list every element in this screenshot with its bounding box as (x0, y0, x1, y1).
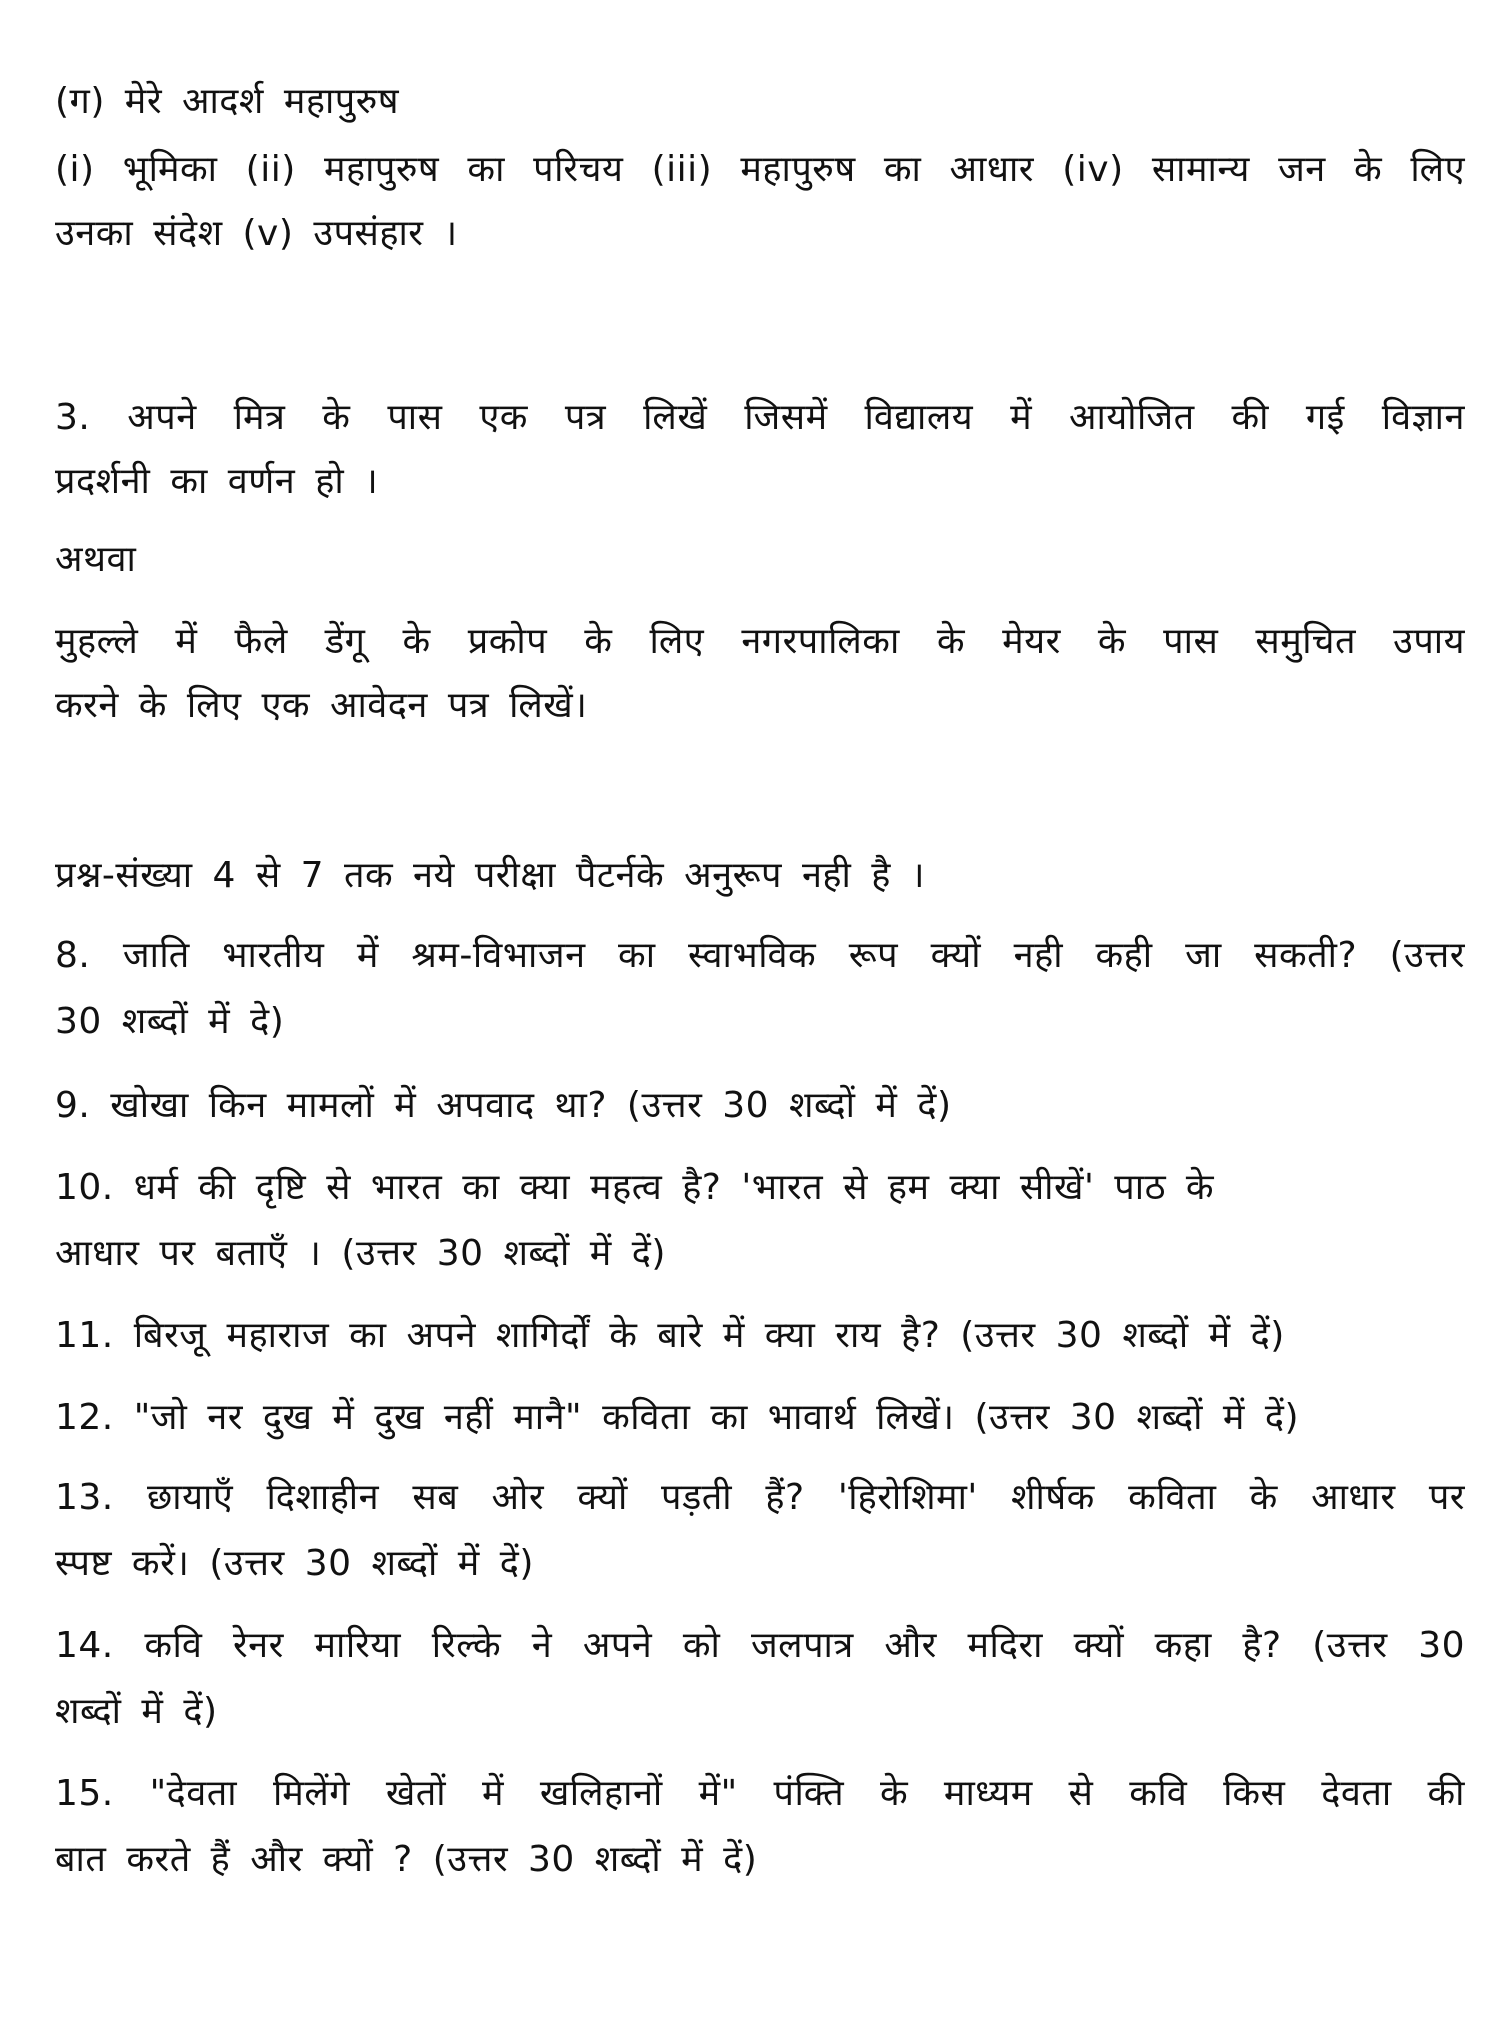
question-13-text: स्पष्ट करें। (उत्तर 30 शब्दों में दें) (55, 1543, 534, 1584)
or-label: अथवा (55, 539, 137, 580)
question-15-text: 15. "देवता मिलेंगे खेतों में खलिहानों में" पंक्ति के माध्यम से कवि किस देवता की (55, 1773, 1465, 1814)
question-12-text: 12. "जो नर दुख में दुख नहीं मानै" कविता का भावार्थ लिखें। (उत्तर 30 शब्दों में दें) (55, 1397, 1299, 1438)
question-8-text: 30 शब्दों में दे) (55, 1001, 285, 1042)
question-8-text: 8. जाति भारतीय में श्रम-विभाजन का स्वाभविक रूप क्यों नही कही जा सकती? (उत्तर (55, 935, 1465, 976)
question-11-text: 11. बिरजू महाराज का अपने शागिर्दों के बारे में क्या राय है? (उत्तर 30 शब्दों में दें) (55, 1315, 1285, 1356)
question-10-text: 10. धर्म की दृष्टि से भारत का क्या महत्व है? 'भारत से हम क्या सीखें' पाठ के (55, 1167, 1215, 1208)
question-15-text: बात करते हैं और क्यों ? (उत्तर 30 शब्दों में दें) (55, 1839, 758, 1880)
question-3-text: 3. अपने मित्र के पास एक पत्र लिखें जिसमें विद्यालय में आयोजित की गई विज्ञान (55, 397, 1465, 438)
question-9-text: 9. खोखा किन मामलों में अपवाद था? (उत्तर 30 शब्दों में दें) (55, 1085, 952, 1126)
question-3-text: प्रदर्शनी का वर्णन हो । (55, 461, 379, 502)
question-3-alternative-text: करने के लिए एक आवेदन पत्र लिखें। (55, 685, 588, 726)
question-14-text: शब्दों में दें) (55, 1691, 218, 1732)
essay-heading: (ग) मेरे आदर्श महापुरुष (55, 81, 400, 122)
essay-outline-line: उनका संदेश (v) उपसंहार । (55, 213, 458, 254)
exam-pattern-note: प्रश्न-संख्या 4 से 7 तक नये परीक्षा पैटर्नके अनुरूप नही है । (55, 855, 926, 896)
question-14-text: 14. कवि रेनर मारिया रिल्के ने अपने को जलपात्र और मदिरा क्यों कहा है? (उत्तर 30 (55, 1625, 1465, 1666)
question-10-text: आधार पर बताएँ । (उत्तर 30 शब्दों में दें) (55, 1233, 666, 1274)
essay-outline-line: (i) भूमिका (ii) महापुरुष का परिचय (iii) महापुरुष का आधार (iv) सामान्य जन के लिए (55, 149, 1465, 190)
question-3-alternative-text: मुहल्ले में फैले डेंगू के प्रकोप के लिए नगरपालिका के मेयर के पास समुचित उपाय (55, 621, 1465, 662)
question-13-text: 13. छायाएँ दिशाहीन सब ओर क्यों पड़ती हैं? 'हिरोशिमा' शीर्षक कविता के आधार पर (55, 1477, 1465, 1518)
